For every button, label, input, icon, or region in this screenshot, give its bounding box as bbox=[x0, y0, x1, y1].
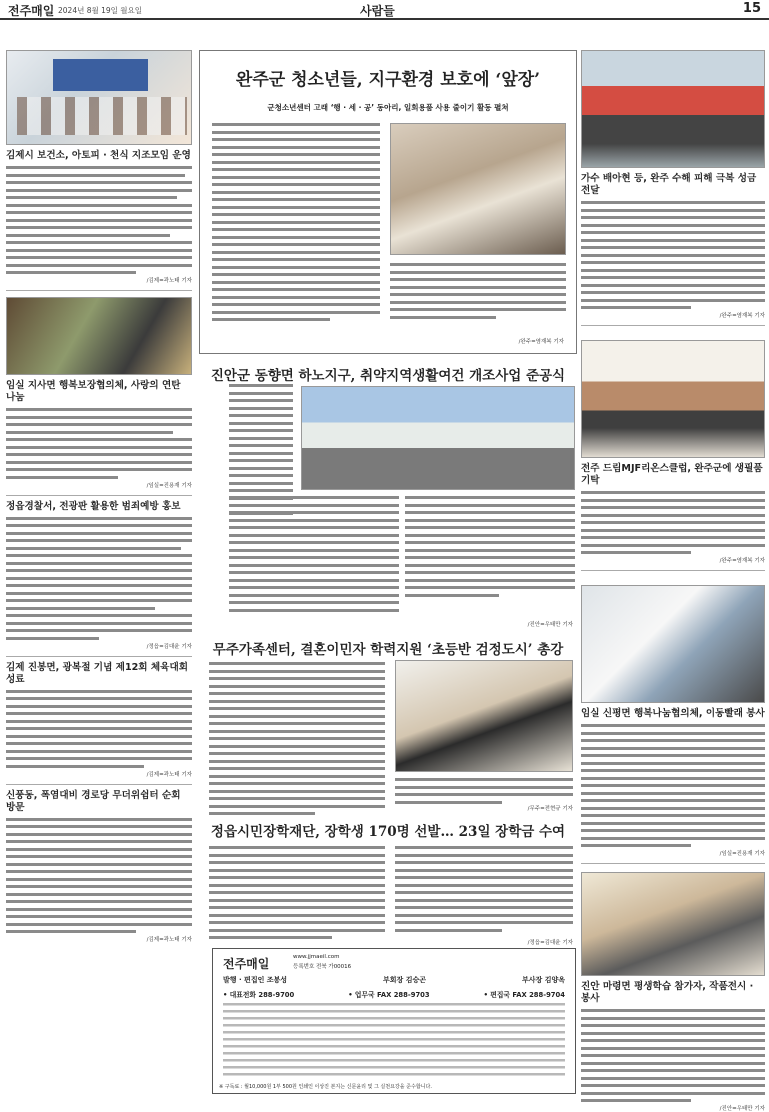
article-body bbox=[212, 123, 380, 321]
left-column bbox=[6, 50, 192, 1096]
byline: /김제=곽노태 기자 bbox=[146, 278, 192, 284]
multicultural-story bbox=[199, 632, 577, 814]
scholarship-story bbox=[199, 816, 577, 946]
hanok-story bbox=[199, 358, 577, 630]
divider bbox=[6, 784, 192, 785]
article-body bbox=[581, 1009, 765, 1102]
article-body bbox=[209, 846, 385, 939]
headline: 김제시 보건소, 아토피 · 천식 지조모임 운영 bbox=[6, 150, 191, 161]
vice-president: 부사장 김양옥 bbox=[521, 976, 565, 984]
headline: 신풍동, 폭염대비 경로당 무더위쉼터 순회 방문 bbox=[6, 789, 181, 813]
article-body bbox=[6, 818, 192, 934]
divider bbox=[581, 570, 765, 571]
footer-paper-name: 전주매일 bbox=[223, 957, 270, 971]
headline: 전주 드림MJF리온스클럽, 완주군에 생필품 기탁 bbox=[581, 463, 763, 486]
headline: 임실 신평면 행복나눔협의체, 이동빨래 봉사 bbox=[581, 708, 765, 719]
editorial-fax: • 편집국 FAX 288-9704 bbox=[483, 991, 565, 999]
right-column bbox=[581, 50, 765, 1112]
vice-chairman: 부회장 김승곤 bbox=[383, 976, 427, 984]
business-fax: • 업무국 FAX 288-9703 bbox=[348, 991, 430, 999]
subheadline: 군청소년센터 고래 ‘행 · 세 · 공’ 동아리, 일회용품 사용 줄이기 활동 펼쳐 bbox=[267, 103, 509, 112]
article-body bbox=[581, 201, 765, 309]
article-photo-class bbox=[395, 660, 573, 772]
headline: 김제 진봉면, 광복절 기념 제12회 체육대회 성료 bbox=[6, 661, 188, 685]
article-body bbox=[395, 778, 573, 804]
main-story bbox=[199, 50, 577, 354]
byline: /완주=염재복 기자 bbox=[719, 313, 765, 319]
article-photo-laundry bbox=[581, 585, 765, 703]
article-body bbox=[229, 496, 399, 612]
headline: 정읍시민장학재단, 장학생 170명 선발… 23일 장학금 수여 bbox=[210, 824, 566, 840]
headline: 정읍경찰서, 전광판 활용한 범죄예방 홍보 bbox=[6, 500, 181, 512]
byline: /정읍=김대윤 기자 bbox=[146, 643, 192, 650]
article-body bbox=[6, 408, 192, 479]
article-body bbox=[405, 496, 575, 597]
article-body bbox=[6, 166, 192, 274]
headline: 임실 지사면 행복보장협의체, 사랑의 연탄 나눔 bbox=[6, 380, 181, 403]
byline: /김제=곽노태 기자 bbox=[146, 771, 192, 778]
article-body bbox=[209, 662, 385, 815]
page-number: 15 bbox=[742, 1, 761, 16]
registration: 등록번호 전북 가00016 bbox=[293, 964, 352, 970]
article-photo-donation bbox=[581, 50, 765, 168]
issue-date: 2024년 8월 19일 월요일 bbox=[58, 6, 143, 15]
article-body bbox=[581, 491, 765, 554]
article-photo-briquettes bbox=[6, 297, 192, 375]
headline: 무주가족센터, 결혼이민자 학력지원 ‘초등반 검정도시’ 총강 bbox=[212, 642, 564, 658]
byline: /무주=전현규 기자 bbox=[527, 806, 573, 812]
byline: /완주=염재복 기자 bbox=[719, 558, 765, 564]
paper-name: 전주매일 bbox=[8, 4, 55, 18]
divider bbox=[6, 495, 192, 496]
branch-directory bbox=[223, 1003, 565, 1077]
article-photo-ceremony bbox=[301, 386, 575, 490]
main-phone: • 대표전화 288-9700 bbox=[223, 991, 295, 999]
article-body bbox=[395, 846, 573, 932]
article-body bbox=[390, 263, 566, 319]
divider bbox=[6, 656, 192, 657]
byline: /정읍=김대윤 기자 bbox=[527, 940, 573, 946]
article-body bbox=[6, 690, 192, 768]
article-body bbox=[229, 384, 293, 515]
section-name: 사람들 bbox=[360, 4, 395, 18]
masthead bbox=[0, 0, 769, 20]
byline: /임실=진용재 기자 bbox=[719, 851, 765, 857]
article-photo-asthma bbox=[6, 50, 192, 145]
publisher: 발행 · 편집인 조봉성 bbox=[223, 976, 288, 984]
headline: 진안군 동향면 하노지구, 취약지역생활여건 개조사업 준공식 bbox=[210, 368, 566, 384]
phone-row bbox=[223, 989, 565, 999]
article-body bbox=[6, 517, 192, 640]
publisher-box bbox=[212, 948, 576, 1094]
divider bbox=[581, 863, 765, 864]
subscription-note: ※ 구독료 : 월10,000원 1부 500원 인쇄인 이상진 본지는 신문윤리 및 그 실천요강을 준수합니다. bbox=[219, 1084, 432, 1090]
website: www.jjmaeil.com bbox=[293, 954, 340, 960]
byline: /김제=곽노태 기자 bbox=[146, 937, 192, 943]
headline: 진안 마령면 평생학습 참가자, 작품전시 · 봉사 bbox=[581, 981, 754, 1004]
byline: /임실=진용재 기자 bbox=[146, 482, 192, 489]
headline: 가수 배아현 등, 완주 수해 피해 극복 성금 전달 bbox=[581, 173, 757, 196]
headline: 완주군 청소년들, 지구환경 보호에 ‘앞장’ bbox=[235, 70, 541, 90]
article-photo-lions bbox=[581, 340, 765, 458]
divider bbox=[6, 290, 192, 291]
byline: /진안=우태만 기자 bbox=[527, 622, 573, 628]
byline: /진안=우태만 기자 bbox=[719, 1106, 765, 1112]
divider bbox=[581, 325, 765, 326]
article-photo-exhibition bbox=[581, 872, 765, 976]
article-photo-youth bbox=[390, 123, 566, 255]
staff-row bbox=[223, 975, 565, 985]
article-body bbox=[581, 724, 765, 847]
byline: /완주=염재복 기자 bbox=[518, 339, 564, 345]
